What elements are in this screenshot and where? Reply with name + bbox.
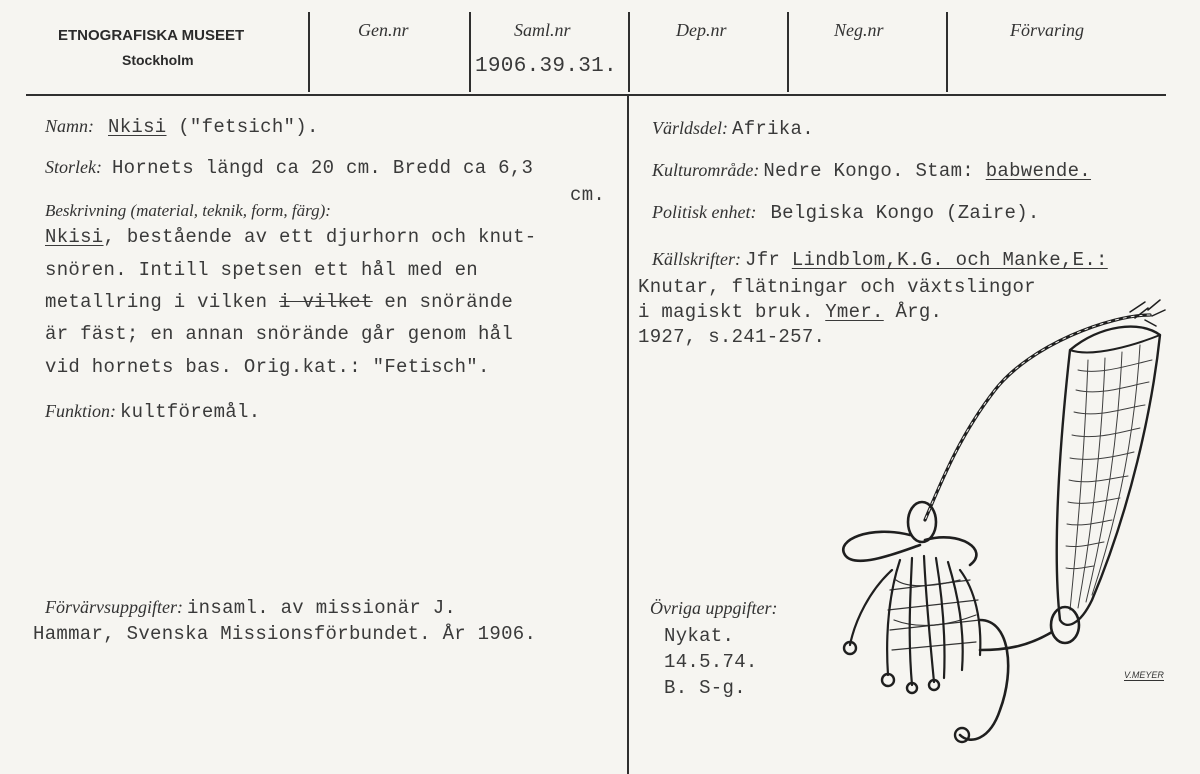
kall-line-4: 1927, s.241-257. [638, 326, 826, 348]
header-divider [787, 12, 789, 92]
kall-label: Källskrifter: [652, 249, 741, 269]
ovriga-label: Övriga uppgifter: [650, 598, 778, 618]
kall-journal: Ymer. [825, 301, 884, 323]
header-divider [469, 12, 471, 92]
forvaring-label: Förvaring [1010, 20, 1084, 40]
kultur-label: Kulturområde: [652, 160, 760, 180]
desc-line-3-a: metallring i vilken [45, 291, 280, 313]
varldsdel-value: Afrika. [732, 118, 814, 140]
politisk-label: Politisk enhet: [652, 202, 757, 222]
kall-line-1-a: Jfr [745, 249, 792, 271]
desc-line-3 [45, 291, 513, 313]
saml-nr-label: Saml.nr [514, 20, 571, 40]
desc-line-2: snören. Intill spetsen ett hål med en [45, 259, 478, 281]
kall-line-2: Knutar, flätningar och växtslingor [638, 276, 1036, 298]
namn-row [45, 116, 319, 138]
desc-line-1-text: , bestående av ett djurhorn och knut- [103, 226, 537, 248]
kultur-stam: babwende. [985, 160, 1092, 182]
storlek-unit: cm. [570, 184, 606, 206]
kultur-row [652, 160, 1091, 182]
kall-line-3-a: i magiskt bruk. [638, 301, 826, 323]
namn-rest: ("fetsich"). [166, 116, 319, 138]
forvarv-row [45, 597, 456, 619]
kall-authors: Lindblom,K.G. och Manke,E.: [791, 249, 1108, 271]
dep-nr-label: Dep.nr [676, 20, 727, 40]
politisk-value: Belgiska Kongo (Zaire). [770, 202, 1040, 224]
museum-name: ETNOGRAFISKA MUSEET [58, 27, 245, 44]
storlek-row [45, 157, 533, 179]
namn-label: Namn: [45, 116, 94, 136]
funktion-row [45, 401, 260, 423]
header-divider [628, 12, 630, 92]
forvarv-line-2: Hammar, Svenska Missionsförbundet. År 1906. [33, 623, 537, 645]
politisk-row [652, 202, 1040, 224]
storlek-value: Hornets längd ca 20 cm. Bredd ca 6,3 [111, 157, 534, 179]
forvarv-label: Förvärvsuppgifter: [45, 597, 183, 617]
kultur-value: Nedre Kongo. Stam: [763, 160, 986, 182]
desc-line-3-struck: i vilket [279, 291, 373, 313]
header-divider [946, 12, 948, 92]
ovriga-line-2: 14.5.74. [664, 651, 758, 673]
desc-line-5: vid hornets bas. Orig.kat.: "Fetisch". [45, 356, 490, 378]
header-bottom-rule [26, 94, 1166, 96]
center-divider [627, 94, 629, 774]
storlek-label: Storlek: [45, 157, 102, 177]
funktion-label: Funktion: [45, 401, 116, 421]
desc-line-3-b: en snörände [372, 291, 514, 313]
funktion-value: kultföremål. [119, 401, 261, 423]
desc-line-1 [45, 226, 536, 248]
header-divider [308, 12, 310, 92]
saml-nr-value: 1906.39.31. [475, 55, 617, 78]
kall-row [652, 249, 1108, 271]
neg-nr-label: Neg.nr [834, 20, 884, 40]
varldsdel-label: Världsdel: [652, 118, 728, 138]
ovriga-line-1: Nykat. [664, 625, 735, 647]
museum-city: Stockholm [122, 52, 194, 68]
artist-signature: V.MEYER [1124, 670, 1164, 680]
beskrivning-label: Beskrivning (material, teknik, form, färg): [45, 201, 331, 220]
forvarv-line-1: insaml. av missionär J. [186, 597, 457, 619]
ovriga-line-3: B. S-g. [664, 677, 746, 699]
desc-line-4: är fäst; en annan snörände går genom hål [45, 323, 514, 345]
nkisi-horn-drawing [830, 290, 1180, 760]
desc-nkisi: Nkisi [45, 226, 104, 248]
gen-nr-label: Gen.nr [358, 20, 409, 40]
namn-main: Nkisi [108, 116, 167, 138]
varldsdel-row [652, 118, 814, 140]
kall-line-3-b: Årg. [883, 301, 943, 323]
